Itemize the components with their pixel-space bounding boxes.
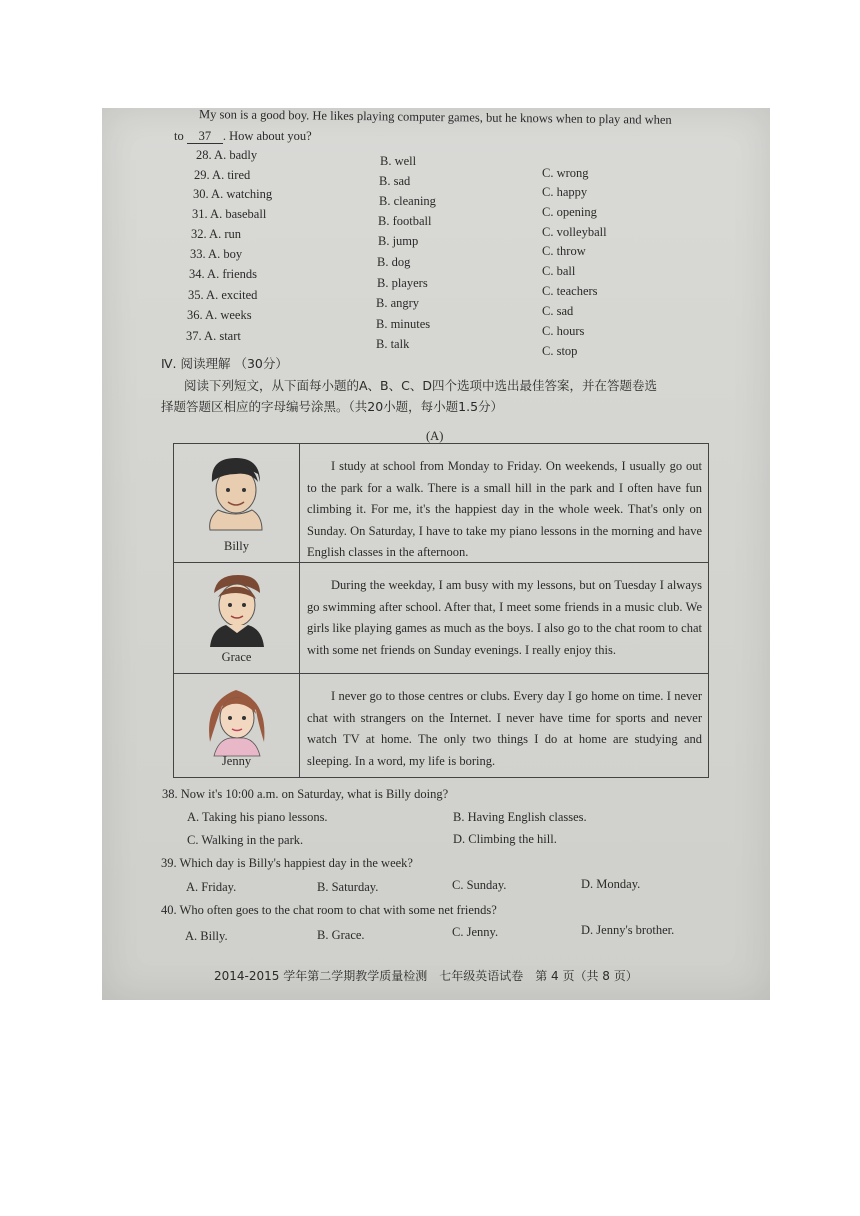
q38-option-a: A. Taking his piano lessons. [187, 810, 328, 824]
question-38: 38. Now it's 10:00 a.m. on Saturday, what is Billy doing? [162, 787, 449, 801]
intro-prefix: to [174, 129, 184, 143]
grace-portrait [200, 571, 274, 649]
q40-option-a: A. Billy. [185, 929, 228, 943]
q39-option-b: B. Saturday. [317, 880, 379, 894]
billy-portrait-cell [174, 444, 300, 562]
intro-suffix: . How about you? [222, 129, 312, 143]
person-name-billy: Billy [223, 539, 249, 553]
intro-line-1: My son is a good boy. He likes playing computer games, but he knows when to play and when [198, 107, 672, 127]
option-a-36: 36. A. weeks [187, 308, 252, 322]
person-name-grace: Grace [221, 650, 252, 664]
option-c-29: C. happy [542, 185, 588, 199]
option-a-31: 31. A. baseball [192, 207, 267, 221]
option-b-29: B. sad [379, 174, 411, 188]
passage-text-billy: I study at school from Monday to Friday. On weekends, I usually go out to the park for a walk. There is a small hill in the park and I often have fun climbing it. For me, it's the happiest day in the whole week. That's only on Sunday. On Saturday, I have to take my piano lessons in the morning and have English classes in the afternoon. [307, 459, 702, 559]
page-footer: 2014-2015 学年第二学期教学质量检测 七年级英语试卷 第 4 页（共 8 页） [214, 969, 638, 983]
q40-option-b: B. Grace. [317, 928, 365, 942]
billy-portrait [200, 452, 274, 532]
option-a-33: 33. A. boy [190, 247, 243, 261]
option-a-28: 28. A. badly [196, 148, 258, 162]
option-b-35: B. angry [376, 296, 420, 310]
question-40: 40. Who often goes to the chat room to chat with some net friends? [161, 903, 497, 917]
option-c-33: C. ball [542, 264, 576, 278]
option-a-32: 32. A. run [191, 227, 241, 241]
section-instruction-2: 择题答题区相应的字母编号涂黑。（共20小题，每小题1.5分） [161, 399, 504, 414]
option-a-30: 30. A. watching [193, 187, 273, 201]
q38-option-c: C. Walking in the park. [187, 833, 304, 847]
jenny-portrait-cell [174, 674, 300, 777]
option-b-37: B. talk [376, 337, 410, 351]
q39-option-a: A. Friday. [186, 880, 237, 894]
passage-text-jenny: I never go to those centres or clubs. Every day I go home on time. I never chat with strangers on the Internet. I never have time for sports and never watch TV at home. The only two things I do at home are studying and sleeping. In a word, my life is boring. [307, 689, 702, 768]
table-row-grace [173, 562, 709, 674]
option-b-28: B. well [380, 154, 417, 168]
option-b-34: B. players [377, 276, 428, 290]
option-c-34: C. teachers [542, 284, 598, 298]
blank-37: 37 [187, 130, 223, 144]
intro-line-2 [174, 130, 312, 144]
person-name-jenny: Jenny [221, 754, 252, 768]
q39-option-d: D. Monday. [581, 877, 641, 891]
passage-table [173, 443, 709, 778]
option-b-32: B. jump [378, 234, 419, 248]
passage-text-grace: During the weekday, I am busy with my lessons, but on Tuesday I always go swimming after school. After that, I meet some friends in a music club. We girls like playing games as much as the boys. I also go to the chat room to chat with some net friends on Sunday evenings. I really enjoy this. [307, 578, 702, 657]
table-row-billy [173, 443, 709, 563]
q39-option-c: C. Sunday. [452, 878, 507, 892]
q40-option-c: C. Jenny. [452, 925, 499, 939]
jenny-portrait [200, 682, 274, 758]
option-b-36: B. minutes [376, 317, 431, 331]
grace-portrait-cell [174, 563, 300, 673]
option-c-32: C. throw [542, 244, 586, 258]
option-c-31: C. volleyball [542, 225, 607, 239]
option-c-36: C. hours [542, 324, 585, 338]
option-c-35: C. sad [542, 304, 574, 318]
table-row-jenny [173, 673, 709, 778]
option-c-37: C. stop [542, 344, 578, 358]
q40-option-d: D. Jenny's brother. [581, 923, 675, 937]
q38-option-d: D. Climbing the hill. [453, 832, 557, 846]
option-a-29: 29. A. tired [194, 168, 251, 182]
passage-label: (A) [426, 429, 444, 443]
option-a-37: 37. A. start [186, 329, 241, 343]
option-a-34: 34. A. friends [189, 267, 258, 281]
option-b-31: B. football [378, 214, 432, 228]
option-b-33: B. dog [377, 255, 411, 269]
option-c-30: C. opening [542, 205, 597, 219]
question-39: 39. Which day is Billy's happiest day in the week? [161, 856, 413, 870]
option-b-30: B. cleaning [379, 194, 436, 208]
option-a-35: 35. A. excited [188, 288, 258, 302]
section-instruction-1: 阅读下列短文，从下面每小题的A、B、C、D四个选项中选出最佳答案，并在答题卷选 [184, 378, 657, 393]
option-c-28: C. wrong [542, 166, 589, 180]
section-title: Ⅳ. 阅读理解 （30分） [161, 356, 288, 371]
q38-option-b: B. Having English classes. [453, 810, 587, 824]
